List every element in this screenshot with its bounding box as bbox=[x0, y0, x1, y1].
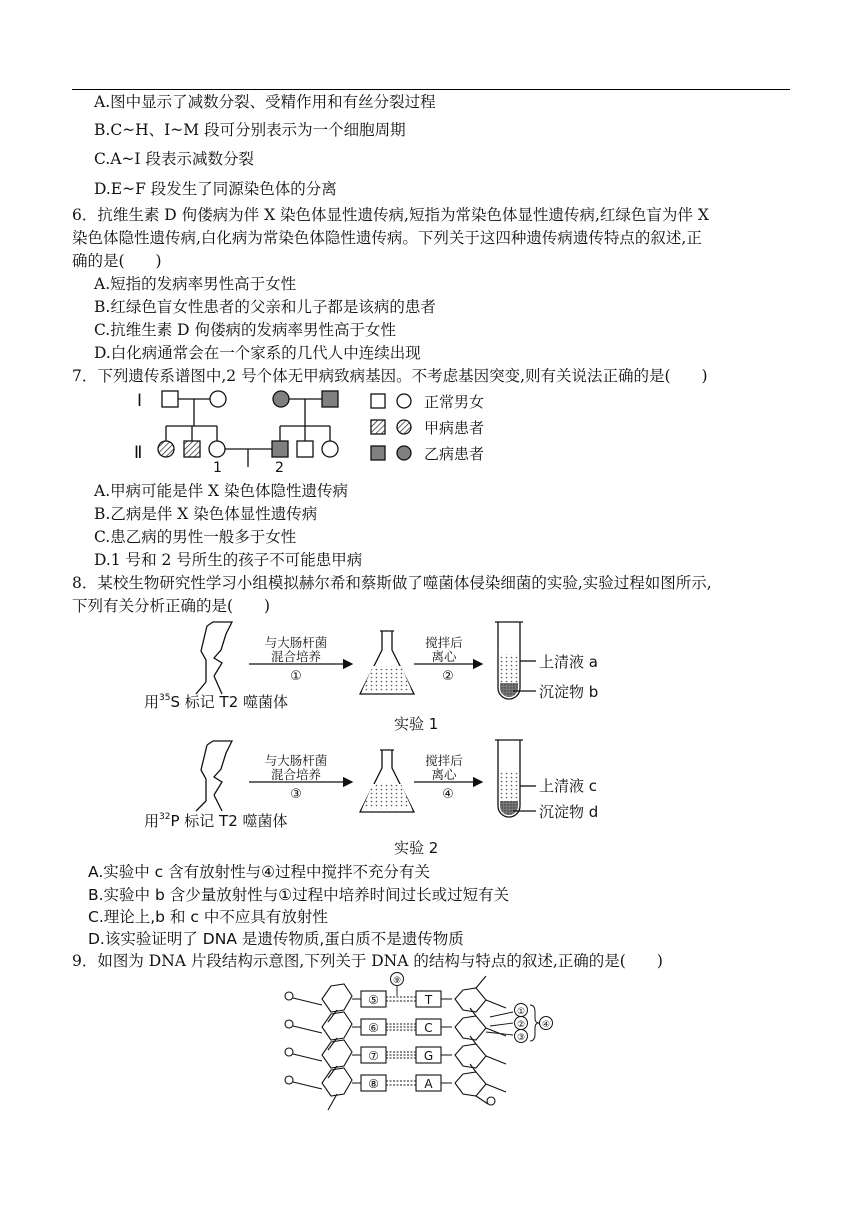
q7-option-a: A.甲病可能是伴 X 染色体隐性遗传病 bbox=[94, 482, 349, 500]
q7-option-d: D.1 号和 2 号所生的孩子不可能患甲病 bbox=[94, 551, 363, 569]
q8-option-b: B.实验中 b 含少量放射性与①过程中培养时间过长或过短有关 bbox=[88, 886, 510, 904]
q8-option-a: A.实验中 c 含有放射性与④过程中搅拌不充分有关 bbox=[88, 863, 431, 881]
label-4: ④ bbox=[541, 1020, 551, 1030]
q7-option-c: C.患乙病的男性一般多于女性 bbox=[94, 528, 297, 546]
exp2-step2-mid: 离心 bbox=[431, 767, 457, 782]
exp2-step2-top: 搅拌后 bbox=[425, 753, 463, 768]
exp1-step1-mid: 混合培养 bbox=[270, 649, 322, 664]
q6-stem-line-2: 染色体隐性遗传病,白化病为常染色体隐性遗传病。下列关于这四种遗传病遗传特点的叙述,正 bbox=[72, 229, 702, 247]
svg-text:⑧: ⑧ bbox=[368, 1077, 379, 1091]
q6-option-a: A.短指的发病率男性高于女性 bbox=[94, 275, 297, 293]
exp1-step2-mid: 离心 bbox=[431, 649, 457, 664]
exp2-caption: 实验 2 bbox=[394, 839, 439, 857]
hydrogen-bonds bbox=[386, 997, 416, 1085]
dna-base-pairs bbox=[361, 973, 441, 1092]
individual-1-number: 1 bbox=[213, 460, 222, 476]
q5-option-b: B.C~H、I~M 段可分别表示为一个细胞周期 bbox=[94, 121, 406, 139]
legend-normal: 正常男女 bbox=[424, 393, 485, 411]
svg-text:⑤: ⑤ bbox=[368, 993, 379, 1007]
legend-disease-b: 乙病患者 bbox=[424, 445, 485, 463]
svg-text:⑥: ⑥ bbox=[368, 1021, 379, 1035]
svg-text:T: T bbox=[424, 993, 433, 1007]
individual-2-number: 2 bbox=[275, 460, 284, 476]
exp1-supernatant-label: 上清液 a bbox=[539, 653, 598, 671]
q8-stem-line-2: 下列有关分析正确的是( ) bbox=[72, 597, 271, 615]
generation-ii-label: Ⅱ bbox=[134, 443, 143, 463]
q9-stem: 9．如图为 DNA 片段结构示意图,下列关于 DNA 的结构与特点的叙述,正确的是( ) bbox=[72, 952, 663, 970]
label-2: ② bbox=[516, 1020, 526, 1030]
q5-option-c: C.A~I 段表示减数分裂 bbox=[94, 150, 254, 168]
q7-stem: 7．下列遗传系谱图中,2 号个体无甲病致病基因。不考虑基因突变,则有关说法正确的是( ) bbox=[72, 367, 708, 385]
exp1-step1-number: ① bbox=[290, 669, 302, 684]
dna-annotations bbox=[486, 1004, 553, 1044]
label-1: ① bbox=[516, 1007, 526, 1017]
q5-option-d: D.E~F 段发生了同源染色体的分离 bbox=[94, 180, 337, 198]
exp2-sediment-label: 沉淀物 d bbox=[539, 803, 599, 821]
q6-option-b: B.红绿色盲女性患者的父亲和儿子都是该病的患者 bbox=[94, 298, 436, 316]
q8-stem-line-1: 8．某校生物研究性学习小组模拟赫尔希和蔡斯做了噬菌体侵染细菌的实验,实验过程如图所示, bbox=[72, 574, 712, 592]
label-9: ⑨ bbox=[392, 976, 402, 986]
legend-disease-a: 甲病患者 bbox=[424, 419, 485, 437]
svg-text:G: G bbox=[423, 1049, 434, 1063]
dna-left-strand bbox=[285, 992, 361, 1110]
exp2-step1-mid: 混合培养 bbox=[270, 767, 322, 782]
exp2-step1-number: ③ bbox=[290, 787, 302, 802]
exp1-sediment-label: 沉淀物 b bbox=[539, 683, 599, 701]
exp1-label: 用$^{35}$S 标记 T2 噬菌体 bbox=[144, 693, 289, 711]
q6-option-c: C.抗维生素 D 佝偻病的发病率男性高于女性 bbox=[94, 321, 397, 339]
dna-right-strand bbox=[441, 976, 506, 1105]
svg-text:C: C bbox=[424, 1021, 433, 1035]
exp1-step2-number: ② bbox=[442, 669, 454, 684]
label-3: ③ bbox=[516, 1033, 526, 1043]
exp1-step2-top: 搅拌后 bbox=[425, 635, 463, 650]
q5-option-a: A.图中显示了减数分裂、受精作用和有丝分裂过程 bbox=[94, 93, 436, 111]
q7-option-b: B.乙病是伴 X 染色体显性遗传病 bbox=[94, 505, 318, 523]
q8-option-c: C.理论上,b 和 c 中不应具有放射性 bbox=[88, 908, 328, 926]
exp2-step2-number: ④ bbox=[442, 787, 454, 802]
q6-option-d: D.白化病通常会在一个家系的几代人中连续出现 bbox=[94, 344, 421, 362]
svg-text:A: A bbox=[424, 1077, 433, 1091]
exp2-supernatant-label: 上清液 c bbox=[539, 777, 598, 795]
exp1-caption: 实验 1 bbox=[394, 715, 439, 733]
q8-option-d: D.该实验证明了 DNA 是遗传物质,蛋白质不是遗传物质 bbox=[88, 930, 464, 948]
generation-i-label: Ⅰ bbox=[137, 391, 143, 411]
exp2-label: 用$^{32}$P 标记 T2 噬菌体 bbox=[144, 812, 288, 830]
svg-text:⑦: ⑦ bbox=[368, 1049, 379, 1063]
q6-stem-line-3: 确的是( ) bbox=[72, 252, 162, 270]
exp1-step1-top: 与大肠杆菌 bbox=[264, 635, 328, 650]
q6-stem-line-1: 6．抗维生素 D 佝偻病为伴 X 染色体显性遗传病,短指为常染色体显性遗传病,红绿色盲为伴 X bbox=[72, 206, 709, 224]
exp2-step1-top: 与大肠杆菌 bbox=[264, 753, 328, 768]
